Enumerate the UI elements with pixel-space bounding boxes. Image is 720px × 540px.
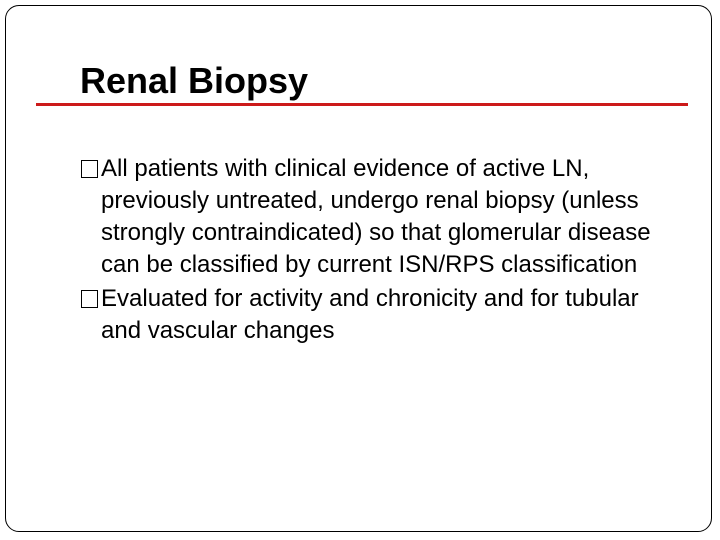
bullet-text: Evaluated for activity and chronicity and for tubular and vascular changes: [101, 285, 639, 344]
bullet-item: [81, 153, 681, 281]
title-underline: [36, 103, 688, 106]
bullet-box-icon: [81, 290, 98, 308]
bullet-box-icon: [81, 160, 98, 178]
bullet-item: [81, 283, 681, 347]
slide-title: Renal Biopsy: [80, 60, 309, 101]
bullet-text: All patients with clinical evidence of active LN, previously untreated, undergo renal biopsy (unless strongly contraindicated) so that glomerular disease can be classified by current ISN/RPS classification: [101, 155, 651, 278]
bullet-list: [81, 153, 681, 347]
